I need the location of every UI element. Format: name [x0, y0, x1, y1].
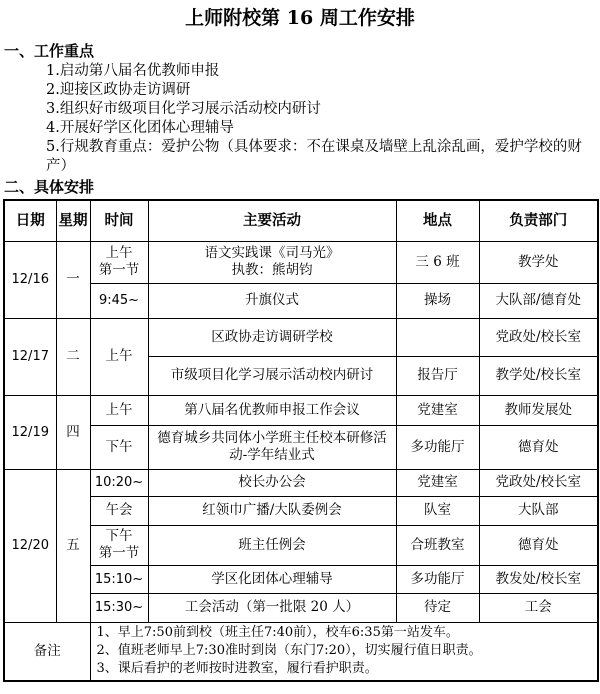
activity-cell: 第八届名优教师申报工作会议 [148, 395, 396, 425]
activity-cell: 工会活动（第一批限 20 人） [148, 593, 396, 622]
activity-cell: 市级项目化学习展示活动校内研讨 [148, 356, 396, 395]
note-line-2: 2、值班老师早上7:30准时到岗（东门7:20），切实履行值日职责。 [96, 643, 482, 659]
time-cell: 下午 [90, 425, 148, 469]
note-line-1: 1、早上7:50前到校（班主任7:40前），校车6:35第一站发车。 [96, 625, 459, 641]
activity-cell: 学区化团体心理辅导 [148, 565, 396, 593]
table-row [4, 425, 598, 469]
dept-cell: 大队部/德育处 [479, 283, 598, 318]
place-cell: 合班教室 [396, 525, 479, 565]
notes-label: 备注 [4, 622, 90, 681]
time-cell: 午会 [90, 496, 148, 525]
place-cell: 多功能厅 [396, 565, 479, 593]
time-cell: 上午 [90, 318, 148, 395]
activity-cell: 红领巾广播/大队委例会 [148, 496, 396, 525]
place-cell: 队室 [396, 496, 479, 525]
table-row [4, 525, 598, 565]
place-cell: 待定 [396, 593, 479, 622]
table-row [4, 318, 598, 356]
dept-cell: 教师发展处 [479, 395, 598, 425]
table-row [4, 283, 598, 318]
focus-item-1: 1.启动第八届名优教师申报 [46, 63, 220, 79]
weekday-cell: 一 [56, 241, 90, 318]
notes-content [90, 622, 598, 681]
activity-cell: 区政协走访调研学校 [148, 318, 396, 356]
header-activity: 主要活动 [148, 200, 396, 241]
dept-cell: 教发处/校长室 [479, 565, 598, 593]
place-cell [396, 318, 479, 356]
place-cell: 党建室 [396, 395, 479, 425]
table-row [4, 469, 598, 496]
time-cell: 15:30~ [90, 593, 148, 622]
table-header-row [4, 200, 598, 241]
table-row [4, 593, 598, 622]
section-heading-schedule: 二、具体安排 [4, 178, 95, 196]
schedule-table [3, 199, 599, 682]
table-row [4, 565, 598, 593]
page-title: 上师附校第 16 周工作安排 [185, 7, 415, 29]
focus-item-2: 2.迎接区政协走访调研 [46, 82, 191, 98]
place-cell: 党建室 [396, 469, 479, 496]
activity-cell: 班主任例会 [148, 525, 396, 565]
place-cell: 操场 [396, 283, 479, 318]
header-place: 地点 [396, 200, 479, 241]
header-time: 时间 [90, 200, 148, 241]
time-cell: 上午 第一节 [90, 241, 148, 283]
header-date: 日期 [4, 200, 56, 241]
dept-cell: 大队部 [479, 496, 598, 525]
activity-cell: 升旗仪式 [148, 283, 396, 318]
focus-item-5: 5.行规教育重点：爱护公物（具体要求：不在课桌及墙壁上乱涂乱画，爱护学校的财产） [46, 139, 582, 174]
weekday-cell: 五 [56, 469, 90, 622]
table-row [4, 496, 598, 525]
weekday-cell: 二 [56, 318, 90, 395]
place-cell: 多功能厅 [396, 425, 479, 469]
weekday-cell: 四 [56, 395, 90, 469]
focus-item-4: 4.开展好学区化团体心理辅导 [46, 120, 234, 136]
focus-item-3: 3.组织好市级项目化学习展示活动校内研讨 [46, 101, 321, 117]
notes-row [4, 622, 598, 681]
time-cell: 10:20~ [90, 469, 148, 496]
date-cell: 12/19 [4, 395, 56, 469]
activity-cell: 校长办公会 [148, 469, 396, 496]
dept-cell: 工会 [479, 593, 598, 622]
date-cell: 12/16 [4, 241, 56, 318]
time-cell: 9:45~ [90, 283, 148, 318]
header-weekday: 星期 [56, 200, 90, 241]
date-cell: 12/20 [4, 469, 56, 622]
dept-cell: 教学处 [479, 241, 598, 283]
note-line-3: 3、课后看护的老师按时进教室，履行看护职责。 [96, 661, 378, 677]
activity-cell: 德育城乡共同体小学班主任校本研修活动-学年结业式 [148, 425, 396, 469]
time-cell: 上午 [90, 395, 148, 425]
activity-cell: 语文实践课《司马光》 执教：熊胡钧 [148, 241, 396, 283]
dept-cell: 教学处/校长室 [479, 356, 598, 395]
date-cell: 12/17 [4, 318, 56, 395]
dept-cell: 党政处/校长室 [479, 318, 598, 356]
dept-cell: 党政处/校长室 [479, 469, 598, 496]
place-cell: 报告厅 [396, 356, 479, 395]
dept-cell: 德育处 [479, 425, 598, 469]
time-cell: 下午 第一节 [90, 525, 148, 565]
place-cell: 三 6 班 [396, 241, 479, 283]
time-cell: 15:10~ [90, 565, 148, 593]
dept-cell: 德育处 [479, 525, 598, 565]
table-row [4, 395, 598, 425]
table-row [4, 241, 598, 283]
section-heading-focus: 一、工作重点 [4, 42, 95, 60]
header-dept: 负责部门 [479, 200, 598, 241]
